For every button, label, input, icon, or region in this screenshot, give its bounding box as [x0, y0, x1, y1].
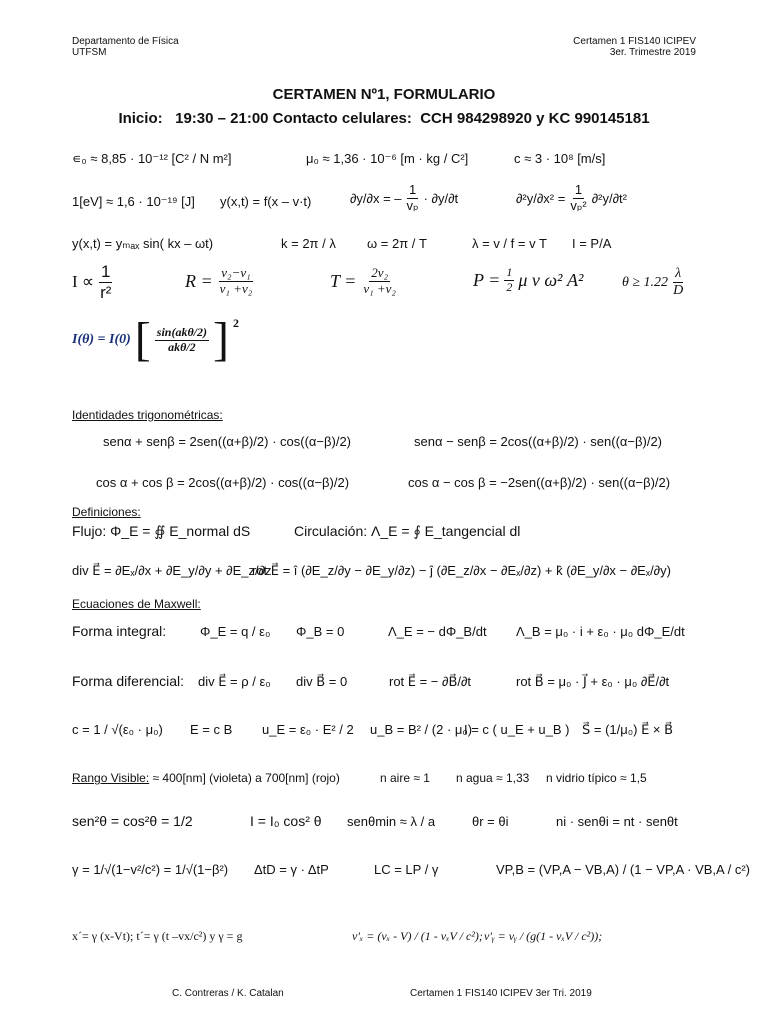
frac-den: vₚ² [570, 197, 587, 213]
maxwell-heading: Ecuaciones de Maxwell: [72, 597, 201, 611]
diffraction-frac [155, 326, 209, 355]
diffraction-minimum: senθmin ≈ λ / a [347, 814, 436, 829]
reflection-frac [218, 266, 255, 297]
wave-eq-second-frac [568, 183, 588, 214]
divergence-definition: div E⃗ = ∂Eₓ/∂x + ∂E_y/∂y + ∂E_z/∂z [72, 563, 272, 578]
wave-eq-second-order [516, 183, 627, 214]
frac-num: λ [673, 266, 683, 283]
power-lhs: P = [473, 269, 501, 290]
visible-range-value: ≈ 400[nm] (violeta) a 700[nm] (rojo) [152, 771, 340, 785]
index-water: n agua ≈ 1,33 [456, 771, 530, 785]
wave-eq-second-lhs: ∂²y/∂x² = [516, 190, 566, 206]
wavelength: λ = v / f = v T [472, 236, 547, 251]
lorentz-transform: x´= γ (x-Vt); t´= γ (t –vx/c²) y γ = g [72, 929, 243, 943]
circulation-definition: Circulación: Λ_E = ∮ E_tangencial dl [294, 523, 521, 539]
university-name: UTFSM [72, 47, 107, 58]
defs-heading: Definiciones: [72, 505, 141, 519]
ampere-maxwell-differential: rot B⃗ = μ₀ · J⃗ + ε₀ · μ₀ ∂E⃗/∂t [516, 674, 670, 689]
ev-conversion: 1[eV] ≈ 1,6 · 10⁻¹⁹ [J] [72, 194, 195, 209]
time-dilation: ΔtD = γ · ΔtP [254, 862, 329, 877]
wave-power [473, 266, 583, 295]
trig-diff-sin: senα − senβ = 2cos((α+β)/2) · sen((α−β)/2) [414, 434, 663, 449]
electric-energy-density: u_E = ε₀ · E² / 2 [262, 722, 354, 737]
dept-name: Departamento de Física [72, 36, 179, 47]
wave-eq-first-lhs: ∂y/∂x = – [350, 190, 402, 206]
frac-num: 1 [574, 182, 583, 197]
frac-den: 2 [506, 279, 513, 294]
diffraction-power: 2 [233, 316, 239, 330]
wave-eq-second-rhs: ∂²y/∂t² [591, 190, 627, 206]
frac-num: 1 [506, 265, 513, 279]
wave-eq-first-frac [405, 183, 421, 214]
const-mu0: μ₀ ≈ 1,36 · 10⁻⁶ [m · kg / C²] [306, 151, 469, 166]
frac-den: akθ/2 [168, 339, 196, 354]
gauss-magnetism-differential: div B⃗ = 0 [296, 674, 348, 689]
snell-law: ni · senθi = nt · senθt [556, 814, 678, 829]
frac-num: 1 [408, 182, 417, 197]
footer-authors: C. Contreras / K. Catalan [172, 988, 284, 999]
const-c: c ≈ 3 · 10⁸ [m/s] [514, 151, 606, 166]
gauss-law-integral: Φ_E = q / ε₀ [200, 624, 271, 639]
velocity-transform-x: v'ₓ = (vₓ - V) / (1 - vₓV / c²); [352, 929, 483, 943]
resolution-lhs: θ ≥ 1.22 [622, 274, 669, 290]
power-rhs: μ v ω² A² [518, 269, 584, 290]
average-sin-cos: sen²θ = cos²θ = 1/2 [72, 813, 193, 829]
exam-name: Certamen 1 FIS140 ICIPEV [573, 36, 696, 47]
gauss-magnetism-integral: Φ_B = 0 [296, 624, 345, 639]
diffraction-lhs: I(θ) = I(0) [72, 332, 131, 347]
maxwell-integral-label: Forma integral: [72, 623, 167, 639]
frac-num: v₂−v₁ [221, 265, 251, 280]
exam-term: 3er. Trimestre 2019 [609, 47, 696, 58]
trig-diff-cos: cos α − cos β = −2sen((α+β)/2) · sen((α−β)/2) [408, 475, 671, 490]
trig-sum-sin: senα + senβ = 2sen((α+β)/2) · cos((α−β)/2) [103, 434, 352, 449]
reflection-lhs: R = [185, 270, 213, 291]
bracket-right: ] [213, 313, 229, 366]
speed-of-light-relation: c = 1 / √(ε₀ · μ₀) [72, 722, 163, 737]
gauss-law-differential: div E⃗ = ρ / ε₀ [198, 674, 271, 689]
transmission-coefficient [330, 266, 398, 297]
flux-definition: Flujo: Φ_E = ∯ E_normal dS [72, 523, 251, 539]
index-air: n aire ≈ 1 [380, 771, 430, 785]
wave-eq-first-rhs: · ∂y/∂t [423, 190, 459, 206]
frac-num: 2v₂ [371, 265, 389, 280]
visible-range [72, 771, 340, 785]
velocity-transform-y: v'ᵧ = vᵧ / (g(1 - vₓV / c²)); [484, 929, 603, 943]
transmission-lhs: T = [330, 270, 357, 291]
velocity-addition: VP,B = (VP,A − VB,A) / (1 − VP,A · VB,A / c²) [496, 862, 750, 877]
curl-definition: rot E⃗ = î (∂E_z/∂y − ∂E_y/∂z) − ĵ (∂E_z/∂x − ∂Eₓ/∂z) + k̂ (∂E_y/∂x − ∂Eₓ/∂y) [252, 563, 671, 578]
wave-eq-first-order [350, 183, 458, 214]
lorentz-factor: γ = 1/√(1−v²/c²) = 1/√(1−β²) [72, 862, 229, 877]
page-subtitle: Inicio: 19:30 – 21:00 Contacto celulares: CCH 984298920 y KC 990145181 [118, 110, 650, 127]
transmission-frac [361, 266, 398, 297]
faraday-differential: rot E⃗ = − ∂B⃗/∂t [389, 674, 472, 689]
e-cb-relation: E = c B [190, 722, 233, 737]
harmonic-wave: y(x,t) = yₘₐₓ sin( kx – ωt) [72, 236, 214, 251]
angular-frequency: ω = 2π / T [367, 236, 427, 251]
intensity-prop-lhs: I ∝ [72, 272, 95, 292]
frac-den: v₁ +v₂ [363, 280, 396, 296]
wave-function: y(x,t) = f(x – v·t) [220, 194, 312, 209]
faraday-integral: Λ_E = − dΦ_B/dt [388, 624, 487, 639]
power-frac [504, 266, 514, 295]
intensity-power: I = P/A [572, 236, 612, 251]
reflection-coefficient [185, 266, 254, 297]
malus-law: I = I₀ cos² θ [250, 813, 322, 829]
const-eps0: ∊₀ ≈ 8,85 · 10⁻¹² [C² / N m²] [72, 151, 232, 166]
resolution-frac [671, 266, 685, 299]
intensity-frac [98, 262, 113, 302]
wavenumber: k = 2π / λ [281, 236, 336, 251]
frac-den: r² [100, 282, 112, 302]
trig-heading: Identidades trigonométricas: [72, 408, 223, 422]
poynting-vector: S⃗ = (1/μ₀) E⃗ × B⃗ [582, 722, 674, 737]
frac-den: v₁ +v₂ [219, 280, 253, 296]
frac-den: vₚ [406, 197, 419, 213]
resolution-criterion [622, 266, 685, 299]
em-intensity: I = c ( u_E + u_B ) [464, 722, 570, 737]
trig-sum-cos: cos α + cos β = 2cos((α+β)/2) · cos((α−β)/2) [96, 475, 350, 490]
page-title: CERTAMEN Nº1, FORMULARIO [272, 86, 496, 103]
footer-course: Certamen 1 FIS140 ICIPEV 3er Tri. 2019 [410, 988, 592, 999]
reflection-law: θr = θi [472, 814, 509, 829]
frac-den: D [673, 283, 684, 299]
index-glass: n vidrio típico ≈ 1,5 [546, 771, 647, 785]
bracket-left: [ [134, 313, 151, 366]
magnetic-energy-density: u_B = B² / (2 · μ₀) [370, 722, 473, 737]
frac-num: 1 [100, 262, 111, 281]
frac-num: sin(akθ/2) [156, 324, 208, 339]
intensity-inverse-square [72, 262, 113, 302]
length-contraction: LC = LP / γ [374, 862, 439, 877]
diffraction-intensity [72, 313, 239, 366]
maxwell-differential-label: Forma diferencial: [72, 673, 185, 689]
visible-label: Rango Visible: [72, 771, 150, 785]
ampere-maxwell-integral: Λ_B = μ₀ · i + ε₀ · μ₀ dΦ_E/dt [516, 624, 685, 639]
